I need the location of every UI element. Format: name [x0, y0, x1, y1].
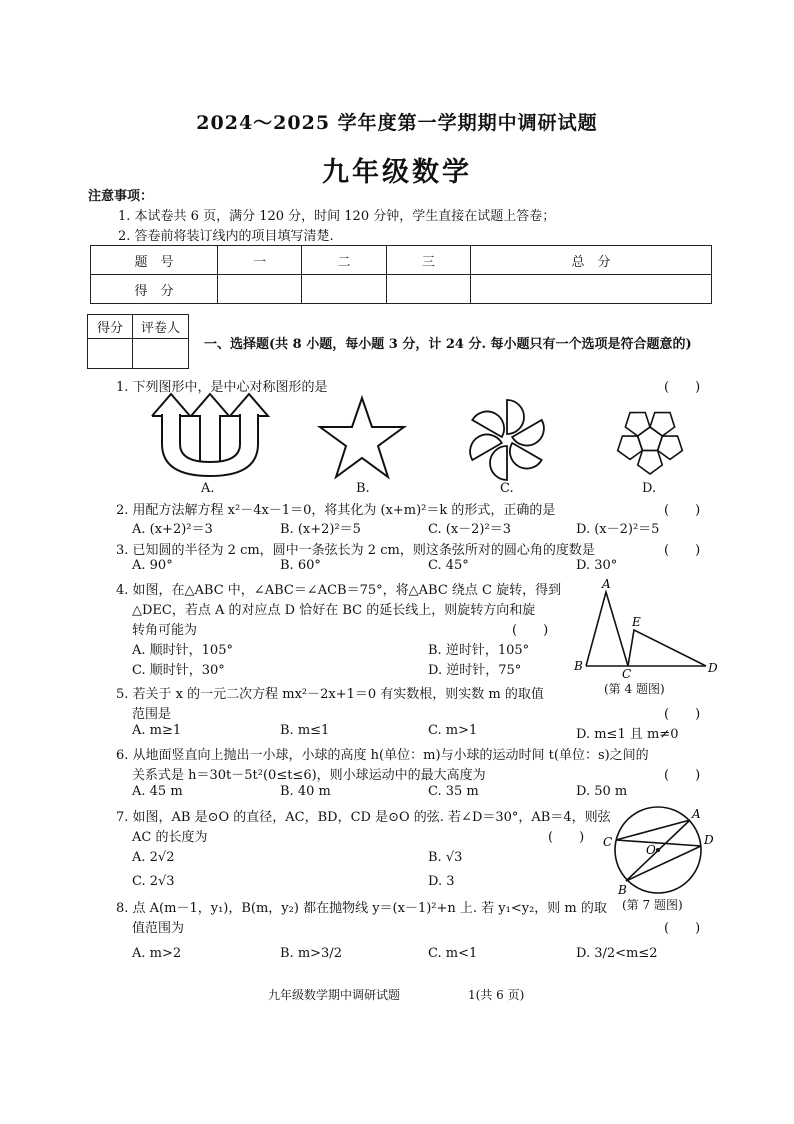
- footer-title: 九年级数学期中调研试题: [268, 988, 401, 1002]
- q5-answer-paren[interactable]: ( ): [664, 707, 701, 722]
- q7-line-1: 7. 如图，AB 是⊙O 的直径，AC，BD，CD 是⊙O 的弦. 若∠D＝30°，AB＝4，则弦: [116, 810, 611, 825]
- q1-figure-d-pentagons: [602, 396, 698, 482]
- q1-option-d: D.: [642, 481, 657, 496]
- q5-option-c: C. m>1: [428, 723, 478, 738]
- q2-option-a: A. (x+2)²＝3: [132, 522, 213, 537]
- q5-line-2: 范围是: [132, 707, 172, 722]
- col-section-2: 二: [302, 246, 386, 275]
- q7-option-d: D. 3: [428, 874, 455, 889]
- q7-label-c: C: [603, 835, 613, 849]
- q8-option-a: A. m>2: [132, 946, 182, 961]
- q3-option-b: B. 60°: [280, 558, 321, 573]
- q4-label-d: D: [708, 661, 718, 675]
- q4-line-2: △DEC，若点 A 的对应点 D 恰好在 BC 的延长线上，则旋转方向和旋: [132, 603, 536, 618]
- q3-option-d: D. 30°: [576, 558, 618, 573]
- q6-answer-paren[interactable]: ( ): [664, 768, 701, 783]
- q7-label-o: O: [646, 843, 656, 857]
- col-total: 总 分: [471, 246, 712, 275]
- q4-caption: (第 4 题图): [604, 682, 665, 696]
- q7-option-a: A. 2√2: [132, 850, 175, 865]
- q5-option-d: D. m≤1 且 m≠0: [576, 727, 679, 742]
- q5-option-b: B. m≤1: [280, 723, 330, 738]
- q5-line-1: 5. 若关于 x 的一元二次方程 mx²－2x+1＝0 有实数根，则实数 m 的取值: [116, 687, 544, 702]
- q7-option-b: B. √3: [428, 850, 463, 865]
- q7-label-b: B: [618, 883, 627, 897]
- q7-circle-figure: [600, 806, 718, 902]
- q7-label-a: A: [692, 807, 701, 821]
- q8-option-d: D. 3/2<m≤2: [576, 946, 658, 961]
- q7-caption: (第 7 题图): [622, 898, 683, 912]
- q8-option-c: C. m<1: [428, 946, 478, 961]
- grader-score-cell[interactable]: [88, 339, 133, 369]
- col-section-3: 三: [386, 246, 470, 275]
- q4-line-3: 转角可能为: [132, 623, 198, 638]
- grader-table: [87, 314, 189, 369]
- q2-stem: 2. 用配方法解方程 x²－4x－1＝0，将其化为 (x+m)²＝k 的形式，正确的是: [116, 503, 556, 518]
- score-cell-1[interactable]: [218, 275, 302, 304]
- grader-name-label: 评卷人: [133, 315, 189, 339]
- q4-option-b: B. 逆时针，105°: [428, 643, 530, 658]
- q3-option-a: A. 90°: [132, 558, 173, 573]
- q5-option-a: A. m≥1: [132, 723, 182, 738]
- q6-option-b: B. 40 m: [280, 784, 331, 799]
- q4-triangle-figure: [572, 576, 718, 681]
- q1-figure-b-star: [318, 396, 406, 480]
- q6-option-d: D. 50 m: [576, 784, 628, 799]
- q1-option-b: B.: [356, 481, 370, 496]
- note-item-1: 1. 本试卷共 6 页，满分 120 分，时间 120 分钟，学生直接在试题上答卷；: [118, 209, 556, 224]
- q6-line-2: 关系式是 h＝30t－5t²(0≤t≤6)，则小球运动中的最大高度为: [132, 768, 486, 783]
- q8-answer-paren[interactable]: ( ): [664, 921, 701, 936]
- col-section-1: 一: [218, 246, 302, 275]
- exam-title: 2024～2025 学年度第一学期期中调研试题: [196, 112, 598, 134]
- q3-stem: 3. 已知圆的半径为 2 cm，圆中一条弦长为 2 cm，则这条弦所对的圆心角的度数是: [116, 543, 595, 558]
- q4-label-a: A: [602, 577, 611, 591]
- q6-line-1: 6. 从地面竖直向上抛出一小球，小球的高度 h(单位：m)与小球的运动时间 t(单位：s)之间的: [116, 748, 649, 763]
- q6-option-a: A. 45 m: [132, 784, 183, 799]
- q3-option-c: C. 45°: [428, 558, 469, 573]
- q4-label-e: E: [632, 615, 641, 629]
- q4-option-a: A. 顺时针，105°: [132, 643, 233, 658]
- q1-figure-a: [150, 392, 270, 484]
- note-item-2: 2. 答卷前将装订线内的项目填写清楚.: [118, 229, 334, 244]
- q7-line-2: AC 的长度为: [132, 830, 208, 845]
- row-header-score: 得 分: [91, 275, 218, 304]
- score-cell-3[interactable]: [386, 275, 470, 304]
- q7-label-d: D: [704, 833, 714, 847]
- score-table: [90, 245, 712, 304]
- q2-option-b: B. (x+2)²＝5: [280, 522, 361, 537]
- q8-line-2: 值范围为: [132, 921, 185, 936]
- q1-stem: 1. 下列图形中，是中心对称图形的是: [116, 380, 328, 395]
- q4-label-b: B: [574, 659, 583, 673]
- q4-line-1: 4. 如图，在△ABC 中，∠ABC＝∠ACB＝75°，将△ABC 绕点 C 旋转，得到: [116, 583, 562, 598]
- section1-heading: 一、选择题(共 8 小题，每小题 3 分，计 24 分. 每小题只有一个选项是符合题意的): [204, 337, 692, 352]
- q4-label-c: C: [622, 667, 632, 681]
- score-cell-total[interactable]: [471, 275, 712, 304]
- q2-option-c: C. (x－2)²＝3: [428, 522, 511, 537]
- grader-score-label: 得分: [88, 315, 133, 339]
- q6-option-c: C. 35 m: [428, 784, 479, 799]
- footer-page-number: 1(共 6 页): [468, 988, 525, 1002]
- q4-option-c: C. 顺时针，30°: [132, 663, 225, 678]
- q3-answer-paren[interactable]: ( ): [664, 543, 701, 558]
- q1-answer-paren[interactable]: ( ): [664, 380, 701, 395]
- row-header-question-number: 题 号: [91, 246, 218, 275]
- q1-figure-c-pinwheel: [460, 398, 554, 482]
- q4-answer-paren[interactable]: ( ): [512, 623, 549, 638]
- q7-answer-paren[interactable]: ( ): [548, 830, 585, 845]
- subject-title: 九年级数学: [322, 157, 472, 188]
- q8-option-b: B. m>3/2: [280, 946, 342, 961]
- q1-option-c: C.: [500, 481, 514, 496]
- q2-option-d: D. (x－2)²＝5: [576, 522, 660, 537]
- q4-option-d: D. 逆时针，75°: [428, 663, 522, 678]
- q8-line-1: 8. 点 A(m－1，y₁)，B(m，y₂) 都在抛物线 y＝(x－1)²+n 上. 若 y₁<y₂，则 m 的取: [116, 901, 607, 916]
- notes-heading: 注意事项：: [88, 189, 154, 204]
- grader-name-cell[interactable]: [133, 339, 189, 369]
- q2-answer-paren[interactable]: ( ): [664, 503, 701, 518]
- score-cell-2[interactable]: [302, 275, 386, 304]
- q1-option-a: A.: [201, 481, 215, 496]
- q7-option-c: C. 2√3: [132, 874, 175, 889]
